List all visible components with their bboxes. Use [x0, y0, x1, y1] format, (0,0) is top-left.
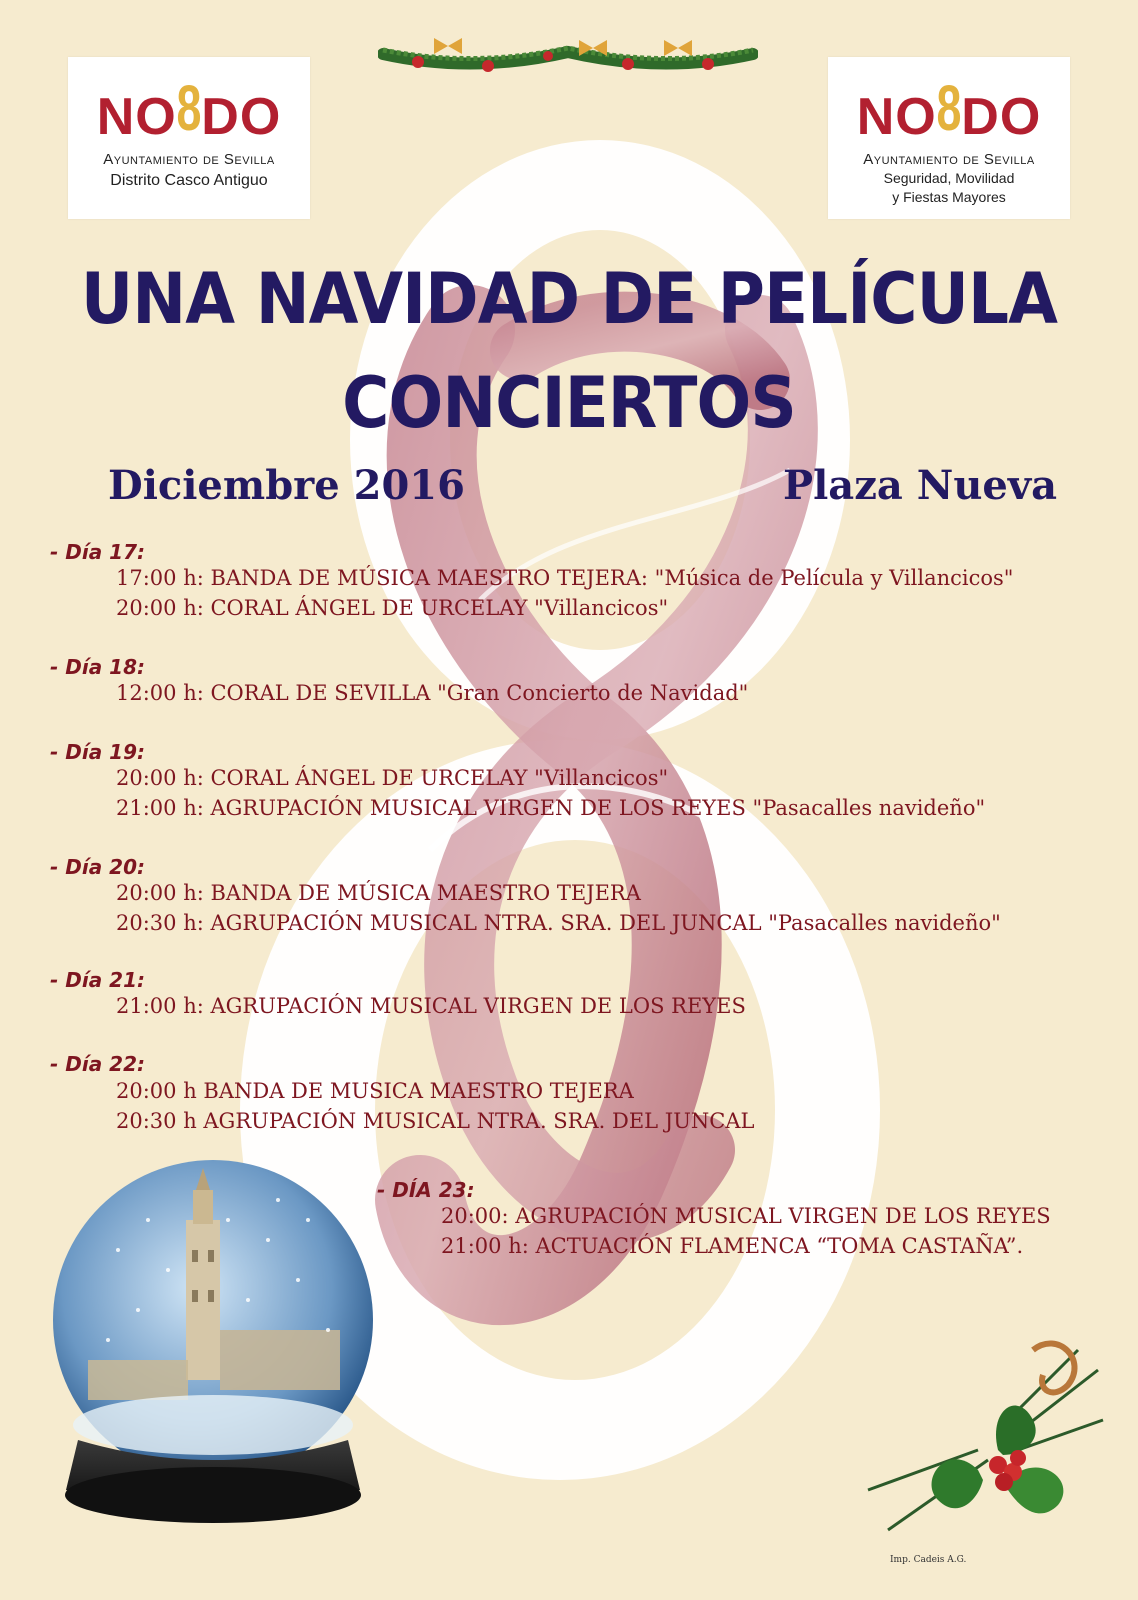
printer-credit: Imp. Cadeis A.G.	[890, 1555, 967, 1565]
nodo-do: DO	[201, 88, 282, 146]
logo-department-line2: y Fiestas Mayores	[892, 189, 1006, 205]
nodo-eight: 8	[176, 72, 202, 144]
schedule-event: 20:00 h: CORAL ÁNGEL DE URCELAY "Villancicos"	[116, 766, 669, 790]
day-heading: - DÍA 23:	[377, 1178, 475, 1202]
schedule-event: 20:30 h: AGRUPACIÓN MUSICAL NTRA. SRA. DEL JUNCAL "Pasacalles navideño"	[116, 911, 1001, 935]
logo-department-line1: Seguridad, Movilidad	[883, 170, 1015, 186]
day-heading: - Día 21:	[50, 968, 146, 992]
day-heading: - Día 19:	[50, 740, 146, 764]
schedule-event: 20:00 h BANDA DE MUSICA MAESTRO TEJERA	[116, 1079, 634, 1103]
event-place: Plaza Nueva	[783, 462, 1058, 509]
schedule-event: 20:00: AGRUPACIÓN MUSICAL VIRGEN DE LOS REYES	[441, 1204, 1051, 1228]
nodo-eight: 8	[936, 72, 962, 144]
schedule-event: 20:00 h: BANDA DE MÚSICA MAESTRO TEJERA	[116, 881, 641, 905]
poster-subtitle-conciertos: CONCIERTOS	[342, 362, 796, 444]
schedule-event: 12:00 h: CORAL DE SEVILLA "Gran Concierto de Navidad"	[116, 681, 749, 705]
event-date: Diciembre 2016	[108, 462, 465, 509]
schedule-event: 21:00 h: AGRUPACIÓN MUSICAL VIRGEN DE LOS REYES	[116, 994, 746, 1018]
day-heading: - Día 20:	[50, 855, 146, 879]
schedule-event: 17:00 h: BANDA DE MÚSICA MAESTRO TEJERA: "Música de Película y Villancicos"	[116, 566, 1014, 590]
schedule-event: 20:30 h AGRUPACIÓN MUSICAL NTRA. SRA. DEL JUNCAL	[116, 1109, 755, 1133]
day-heading: - Día 22:	[50, 1052, 146, 1076]
logo-department: Distrito Casco Antiguo	[110, 172, 268, 189]
nodo-do: DO	[961, 88, 1042, 146]
logo-city: Ayuntamiento de Sevilla	[863, 151, 1035, 168]
snow-globe-giralda-illustration	[48, 1160, 388, 1550]
day-heading: - Día 18:	[50, 655, 146, 679]
day-heading: - Día 17:	[50, 540, 146, 564]
nodo-no: NO	[96, 88, 177, 146]
holly-decoration	[858, 1330, 1108, 1550]
nodo-no: NO	[856, 88, 937, 146]
schedule-event: 20:00 h: CORAL ÁNGEL DE URCELAY "Villancicos"	[116, 596, 669, 620]
schedule-event: 21:00 h: AGRUPACIÓN MUSICAL VIRGEN DE LOS REYES "Pasacalles navideño"	[116, 796, 986, 820]
schedule-event: 21:00 h: ACTUACIÓN FLAMENCA “TOMA CASTAÑA”.	[441, 1234, 1024, 1258]
logo-city: Ayuntamiento de Sevilla	[103, 151, 275, 168]
poster-title: UNA NAVIDAD DE PELÍCULA	[80, 258, 1058, 340]
